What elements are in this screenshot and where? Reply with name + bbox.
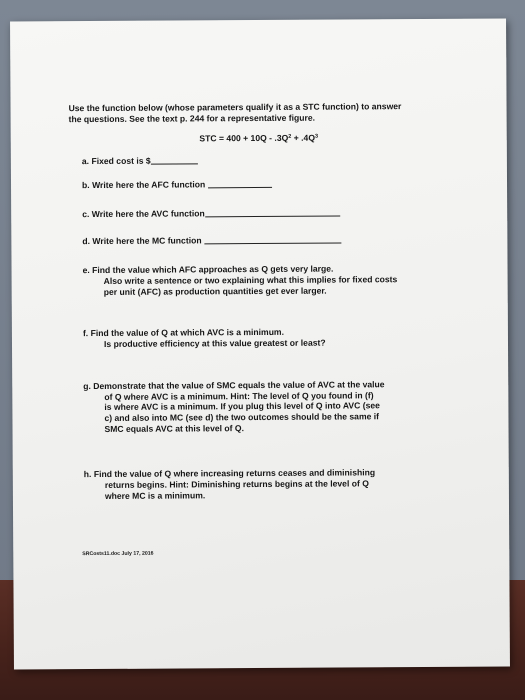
question-c-text: c. Write here the AVC function	[82, 208, 205, 219]
question-e-line-1: Also write a sentence or two explaining what this implies for fixed costs	[103, 274, 398, 286]
question-h-line-1: returns begins. Hint: Diminishing returns begins at the level of Q	[104, 478, 369, 491]
answer-blank-d[interactable]	[204, 234, 341, 245]
question-h	[84, 467, 451, 501]
formula-exponent-3: 3	[314, 134, 319, 141]
intro-line-2: the questions. See the text p. 244 for a representative figure.	[68, 112, 316, 124]
question-g-line-3: c) and also into MC (see d) the two outcomes should be the same if	[104, 411, 380, 423]
question-e-text: e. Find the value which AFC approaches as Q gets very large.	[82, 263, 334, 276]
question-g-line-1: of Q where AVC is a minimum. Hint: The level of Q you found in (f)	[104, 389, 374, 402]
question-f-text: f. Find the value of Q at which AVC is a minimum.	[82, 327, 284, 339]
question-e	[83, 263, 450, 297]
question-g	[83, 379, 450, 435]
question-b-text: b. Write here the AFC function	[81, 179, 206, 191]
question-f	[83, 326, 450, 350]
answer-blank-a[interactable]	[151, 155, 198, 165]
intro-paragraph	[69, 101, 449, 125]
formula-prefix: STC = 400 + 10Q - .3Q	[199, 133, 289, 144]
question-f-line-1: Is productive efficiency at this value greatest or least?	[103, 337, 326, 350]
paper-sheet	[10, 18, 510, 669]
question-d	[82, 233, 449, 247]
question-g-line-2: is where AVC is a minimum. If you plug this level of Q into AVC (see	[104, 400, 380, 413]
question-a	[82, 153, 449, 167]
intro-line-1: Use the function below (whose parameters qualify it as a STC function) to answer	[68, 101, 402, 114]
formula-exponent-2: 2	[288, 134, 292, 141]
question-c	[82, 206, 449, 220]
answer-blank-b[interactable]	[208, 178, 272, 188]
question-h-line-2: where MC is a minimum.	[104, 490, 206, 501]
document-footer: SRCosts11.doc July 17, 2016	[82, 550, 154, 557]
question-g-text: g. Demonstrate that the value of SMC equals the value of AVC at the value	[83, 379, 385, 391]
document-body	[69, 101, 452, 558]
question-a-text: a. Fixed cost is $	[81, 155, 151, 167]
question-b	[82, 177, 449, 191]
question-e-line-2: per unit (AFC) as production quantities get ever larger.	[103, 285, 327, 297]
formula-mid: + .4Q	[291, 133, 316, 144]
question-h-text: h. Find the value of Q where increasing returns ceases and diminishing	[83, 467, 376, 480]
question-g-line-4: SMC equals AVC at this level of Q.	[104, 422, 244, 434]
answer-blank-c[interactable]	[205, 206, 340, 217]
stc-formula	[69, 132, 449, 145]
question-d-text: d. Write here the MC function	[82, 235, 202, 247]
